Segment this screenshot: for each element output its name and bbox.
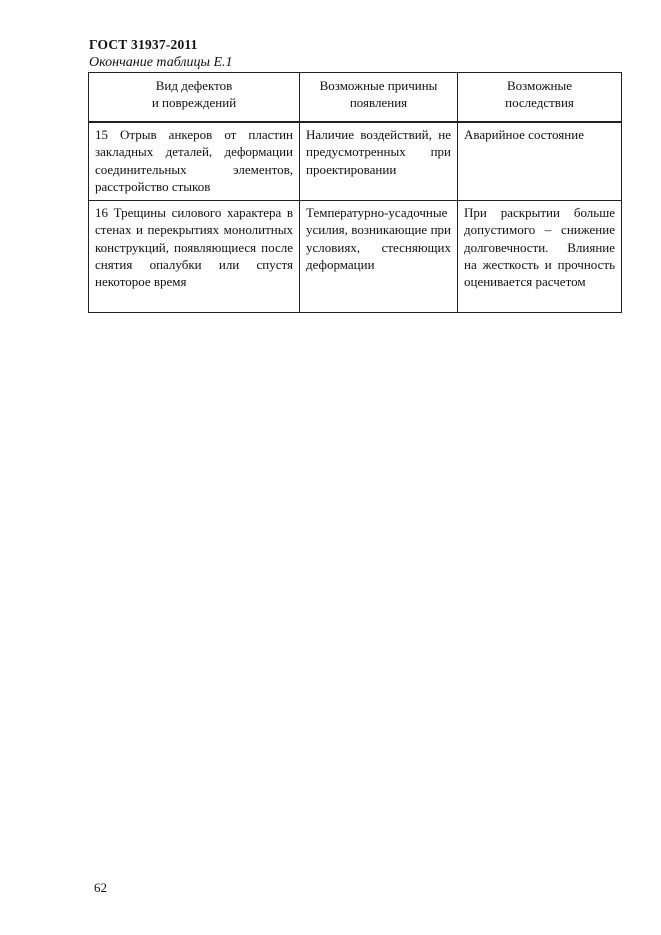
cell-consequence <box>458 201 622 313</box>
column-header-consequences <box>458 73 622 123</box>
cell-defect <box>89 122 300 201</box>
cell-cause <box>300 122 458 201</box>
cell-text: 15 Отрыв анкеров от пластин закладных деталей, деформации соединительных элементов, расстройство стыков <box>95 127 293 194</box>
column-header-line: последствия <box>505 95 574 111</box>
table-header-row <box>89 73 622 123</box>
cell-consequence <box>458 122 622 201</box>
column-header-line: и повреждений <box>151 95 237 111</box>
column-header-line: Возможные причины <box>319 78 438 93</box>
defects-table <box>88 72 622 313</box>
page-number: 62 <box>94 880 107 895</box>
cell-text: Аварийное состояние <box>464 127 584 142</box>
column-header-line: Возможные <box>507 78 572 93</box>
cell-text: Наличие воздействий, не предусмотренных при проектировании <box>306 127 451 177</box>
column-header-causes <box>300 73 458 123</box>
cell-text: Температурно-усадочные усилия, возникающие при условиях, стесняющих деформации <box>306 205 451 272</box>
table-caption: Окончание таблицы Е.1 <box>89 55 233 70</box>
table-row <box>89 201 622 313</box>
column-header-defect-type <box>89 73 300 123</box>
column-header-line: появления <box>349 95 408 111</box>
cell-text: При раскрытии больше допустимого – снижение долговечности. Влияние на жесткость и прочность оценивается расчетом <box>464 205 615 290</box>
cell-defect <box>89 201 300 313</box>
document-code: ГОСТ 31937-2011 <box>89 37 198 52</box>
cell-text: 16 Трещины силового характера в стенах и перекрытиях монолитных конструкций, появляющиеся после снятия опалубки или спустя некоторое время <box>95 205 293 290</box>
cell-cause <box>300 201 458 313</box>
column-header-line: Вид дефектов <box>155 78 233 93</box>
table-row <box>89 122 622 201</box>
